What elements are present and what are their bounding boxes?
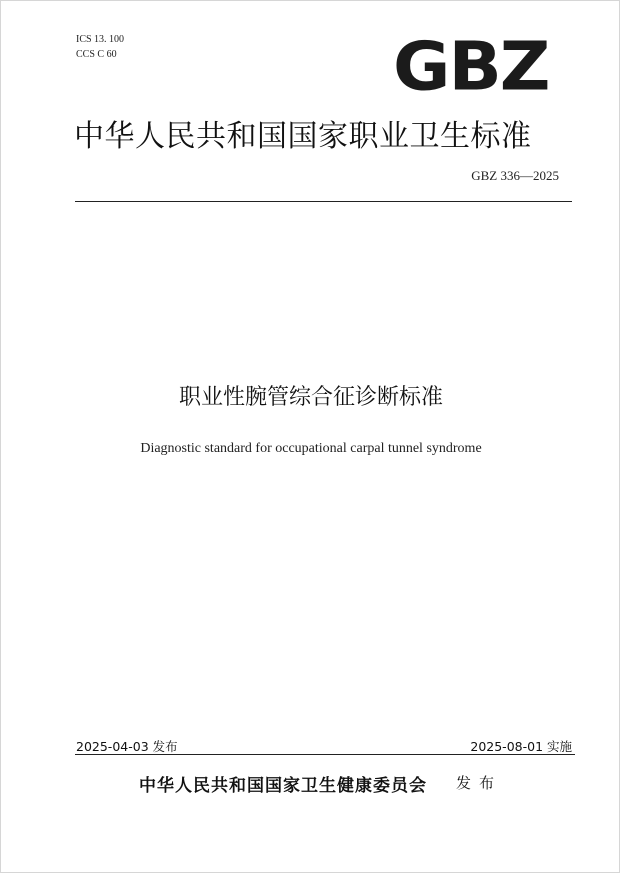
standard-category-title: 中华人民共和国国家职业卫生标准	[74, 119, 532, 154]
issuing-action: 发布	[456, 774, 503, 792]
standard-number: GBZ 336—2025	[471, 168, 559, 183]
document-title-en: Diagnostic standard for occupational carpal tunnel syndrome	[140, 441, 482, 456]
document-title-zh: 职业性腕管综合征诊断标准	[178, 385, 443, 410]
implementation-date: 2025-08-01 实施	[470, 739, 572, 754]
top-divider	[75, 201, 572, 202]
issuing-authority: 中华人民共和国国家卫生健康委员会	[139, 776, 427, 796]
classification-codes	[76, 32, 124, 62]
ics-code: ICS 13. 100	[76, 34, 125, 45]
issue-date: 2025-04-03 发布	[76, 739, 178, 754]
bottom-divider	[75, 754, 575, 755]
gbz-logo: GBZ	[393, 27, 549, 106]
ccs-code: CCS C 60	[76, 49, 117, 60]
